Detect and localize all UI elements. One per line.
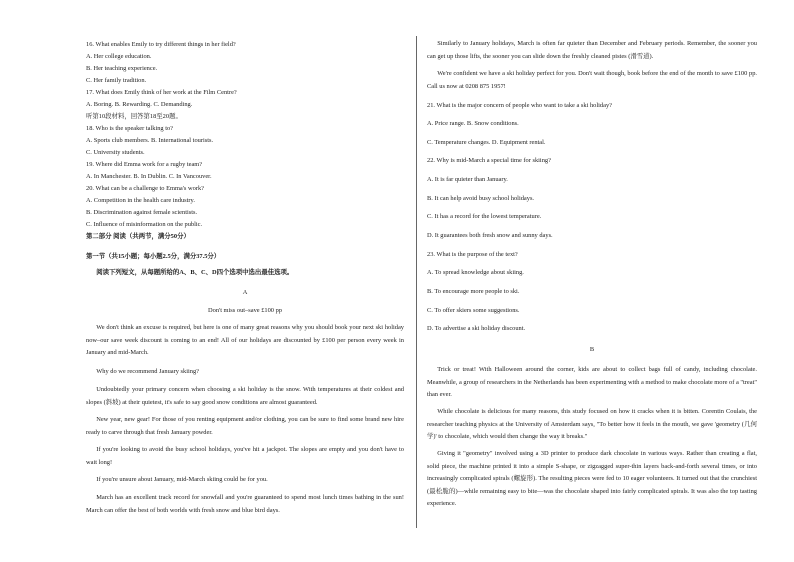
option-23c: C. To offer skiers some suggestions. — [427, 307, 520, 314]
option-16a: A. Her college education. — [86, 53, 152, 60]
option-23d: D. To advertise a ski holiday discount. — [427, 325, 526, 332]
option-22b: B. It can help avoid busy school holidays. — [427, 195, 535, 202]
option-22c: C. It has a record for the lowest temperature. — [427, 213, 542, 220]
option-18c: C. University students. — [86, 149, 145, 156]
question-16: 16. What enables Emily to try different things in her field? — [86, 41, 236, 48]
option-22a: A. It is far quieter than January. — [427, 176, 508, 183]
passage-b-paragraph-2: While chocolate is delicious for many reasons, this study focused on how it cracks when it is bitten. Corentin Coulais, the researcher teaching physics at the University of Amsterdam says, "To better how it feels in the mouth, we gave 'geometry (几何学)' to chocolate, which would then change the way it breaks." — [427, 408, 757, 440]
option-23a: A. To spread knowledge about skiing. — [427, 269, 524, 276]
question-23: 23. What is the purpose of the text? — [427, 251, 518, 258]
passage-b-label: B — [589, 346, 595, 353]
question-19: 19. Where did Emma work for a rugby team? — [86, 161, 203, 168]
reading-instruction: 阅读下列短文，从每题所给的A、B、C、D四个选项中选出最佳选项。 — [96, 269, 294, 276]
passage-a-paragraph-3: Undoubtedly your primary concern when choosing a ski holiday is the snow. With temperatures at their coldest and slopes (斜坡) at their quietest, it's safe to say good snow conditions are almost guaranteed. — [86, 386, 404, 406]
passage-a-paragraph-5: If you're looking to avoid the busy school holidays, you've hit a jackpot. The slopes are empty and you don't have to wait long! — [86, 446, 404, 466]
passage-b-paragraph-3: Giving it "geometry" involved using a 3D printer to produce dark chocolate in various ways. Rather than creating a flat, solid piece, the machine printed it into a simple S-shape, or zigzagged super-thin layers back-and-forth several times, or into increasingly complicated spirals (螺旋形). The resulting pieces were fed to 10 eager volunteers. It turned out that the crunchiest (最松脆的)—while remaining easy to bite—was the chocolate shaped into fairly complicated spirals. It was also the top tasting experience. — [427, 450, 757, 507]
option-22d: D. It guarantees both fresh snow and sunny days. — [427, 232, 553, 239]
option-20b: B. Discrimination against female scientists. — [86, 209, 198, 216]
question-17: 17. What does Emily think of her work at the Film Centre? — [86, 89, 237, 96]
options-21ab: A. Price range. B. Snow conditions. — [427, 120, 519, 127]
option-20a: A. Competition in the health care industry. — [86, 197, 195, 204]
options-19: A. In Manchester. B. In Dublin. C. In Vancouver. — [86, 173, 212, 180]
material-10-instruction: 听第10段材料，回答第18至20题。 — [86, 113, 182, 120]
passage-a-paragraph-2: Why do we recommend January skiing? — [96, 368, 199, 375]
options-17: A. Boring. B. Rewarding. C. Demanding. — [86, 101, 193, 108]
column-divider — [416, 36, 417, 528]
option-16b: B. Her teaching experience. — [86, 65, 158, 72]
question-22: 22. Why is mid-March a special time for skiing? — [427, 157, 551, 164]
passage-a-paragraph-6: If you're unsure about January, mid-March skiing could be for you. — [96, 476, 268, 483]
passage-a-paragraph-7: March has an excellent track record for snowfall and you're guaranteed to spend most lunch times bathing in the sun! March can offer the best of both worlds with fresh snow and blue bird days. — [86, 494, 404, 514]
passage-a-paragraph-4: New year, new gear! For those of you renting equipment and/or clothing, you can be sure to find some brand new hire ready to carve through that fresh January powder. — [86, 416, 404, 436]
part-2-heading: 第二部分 阅读（共两节，满分50分） — [86, 233, 190, 240]
options-18ab: A. Sports club members. B. International tourists. — [86, 137, 214, 144]
option-20c: C. Influence of misinformation on the public. — [86, 221, 203, 228]
passage-a-label: A — [242, 289, 248, 296]
passage-b-paragraph-1: Trick or treat! With Halloween around the corner, kids are about to collect bags full of candy, including chocolate. Meanwhile, a group of researchers in the Netherlands has been experimenting with a method to make chocolate more of a "treat" than ever. — [427, 366, 757, 398]
option-16c: C. Her family tradition. — [86, 77, 147, 84]
question-20: 20. What can be a challenge to Emma's work? — [86, 185, 204, 192]
passage-a-paragraph-1: We don't think an excuse is required, but here is one of many great reasons why you should book your next ski holiday now–our save week discount is coming to an end! All of our holidays are discounted by £100 per person every week in January and mid-March. — [86, 324, 404, 356]
passage-a-paragraph-8: Similarly to January holidays, March is often far quieter than December and February periods. Remember, the sooner you can get up those lifts, the sooner you can slide down the freshly cleaned pistes (滑雪道). — [427, 40, 757, 60]
passage-a-title: Don't miss out–save £100 pp — [208, 307, 282, 314]
question-21: 21. What is the major concern of people who want to take a ski holiday? — [427, 102, 612, 109]
option-23b: B. To encourage more people to ski. — [427, 288, 520, 295]
options-21cd: C. Temperature changes. D. Equipment rental. — [427, 139, 546, 146]
section-1-heading: 第一节（共15小题；每小题2.5分，满分37.5分） — [86, 253, 221, 260]
question-18: 18. Who is the speaker talking to? — [86, 125, 174, 132]
passage-a-paragraph-9: We're confident we have a ski holiday perfect for you. Don't wait though, book before the end of the month to save £100 pp. Call us now at 0208 875 1957! — [427, 70, 757, 90]
